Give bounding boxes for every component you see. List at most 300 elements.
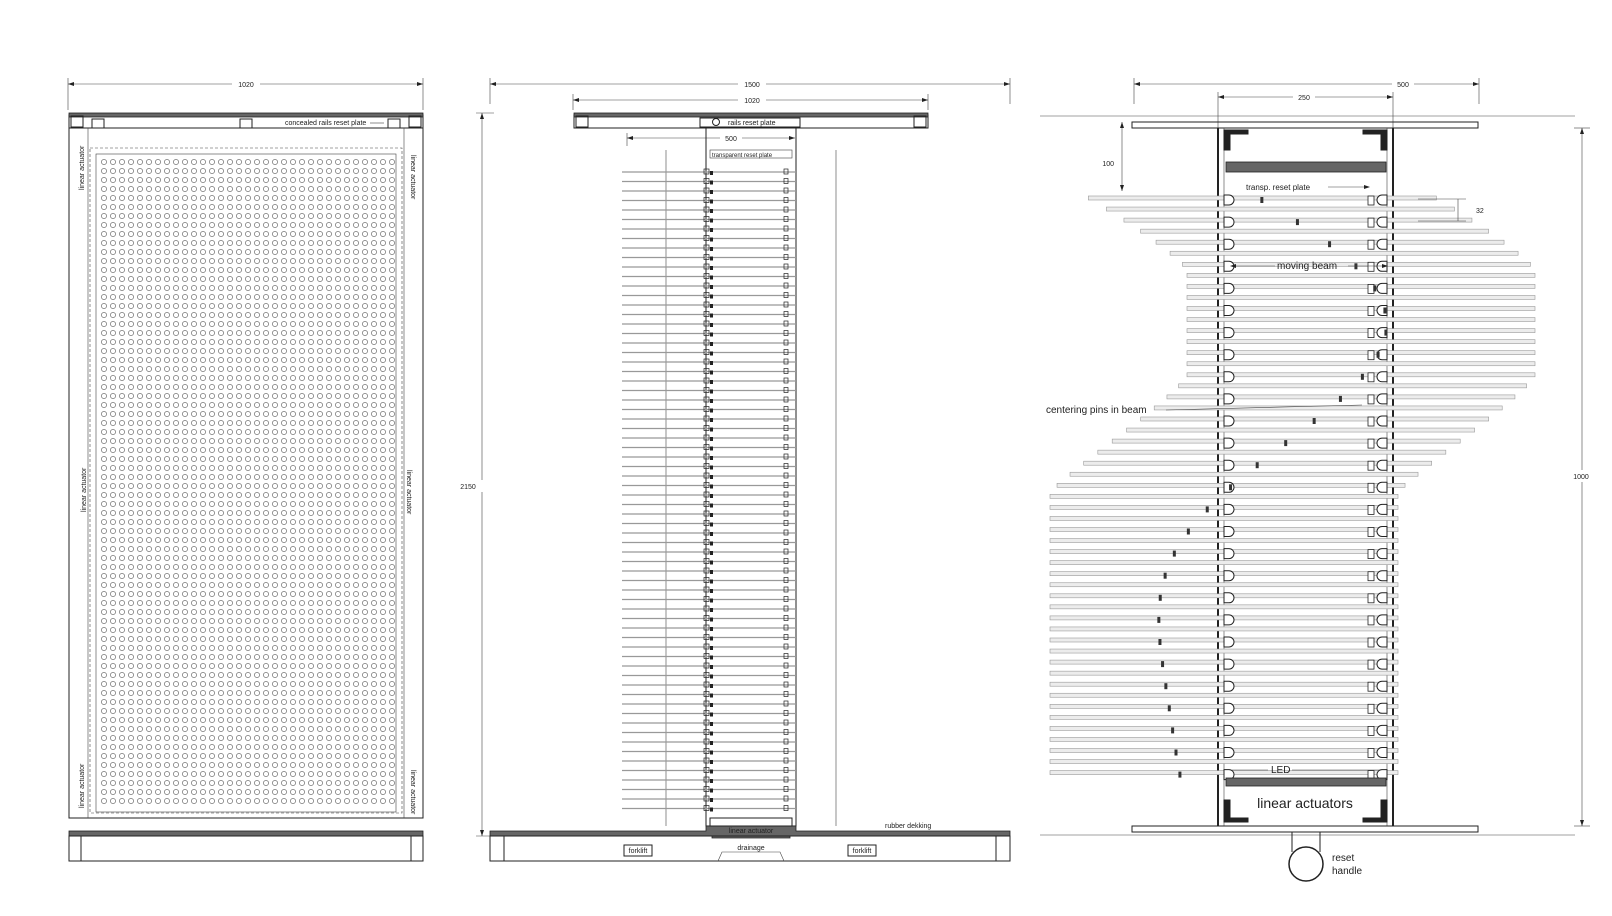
perforation-dot [236, 744, 241, 749]
perforation-dot [380, 681, 385, 686]
beam-pin-fill [710, 238, 713, 242]
perforation-dot [308, 627, 313, 632]
perforation-dot [119, 357, 124, 362]
perforation-dot [245, 258, 250, 263]
perforation-dot [101, 348, 106, 353]
perforation-dot [254, 339, 259, 344]
perforation-dot [155, 474, 160, 479]
perforation-dot [227, 384, 232, 389]
perforation-dot [128, 645, 133, 650]
perforation-dot [272, 699, 277, 704]
perforation-dot [263, 411, 268, 416]
perforation-dot [128, 348, 133, 353]
perforation-dot [290, 276, 295, 281]
perforation-dot [173, 717, 178, 722]
perforation-dot [173, 744, 178, 749]
perforation-dot [119, 231, 124, 236]
centering-pin-left [1224, 637, 1234, 647]
perforation-dot [290, 348, 295, 353]
perforation-dot [155, 303, 160, 308]
perforation-dot [128, 690, 133, 695]
pin-slot [1368, 594, 1374, 603]
perforation-dot [245, 447, 250, 452]
perforation-dot [182, 690, 187, 695]
perforation-dot [281, 717, 286, 722]
centering-pin-left [1224, 482, 1234, 492]
perforation-dot [362, 447, 367, 452]
perforation-dot [164, 798, 169, 803]
perforation-dot [290, 285, 295, 290]
perforation-dot [290, 249, 295, 254]
perforation-dot [155, 222, 160, 227]
perforation-dot [209, 690, 214, 695]
perforation-dot [389, 483, 394, 488]
perforation-dot [272, 204, 277, 209]
perforation-dot [353, 357, 358, 362]
perforation-dot [389, 555, 394, 560]
perforation-dot [254, 159, 259, 164]
perforation-dot [362, 717, 367, 722]
perforation-dot [308, 528, 313, 533]
reset-handle[interactable] [1289, 832, 1323, 881]
perforation-dot [308, 249, 313, 254]
perforation-dot [101, 429, 106, 434]
perforation-dot [128, 474, 133, 479]
perforation-dot [326, 609, 331, 614]
perforation-dot [137, 321, 142, 326]
perforation-dot [101, 339, 106, 344]
perforation-dot [137, 411, 142, 416]
centering-pin-left [1224, 593, 1234, 603]
perforation-dot [155, 231, 160, 236]
perforation-dot [137, 483, 142, 488]
perforation-dot [389, 402, 394, 407]
perforation-dot [344, 420, 349, 425]
right-dimension-height [1566, 128, 1596, 826]
perforation-dot [200, 393, 205, 398]
perforation-dot [137, 726, 142, 731]
perforation-dot [281, 384, 286, 389]
perforation-dot [326, 321, 331, 326]
perforation-dot [263, 159, 268, 164]
perforation-dot [227, 735, 232, 740]
perforation-dot [137, 519, 142, 524]
perforation-dot [317, 177, 322, 182]
perforation-dot [254, 735, 259, 740]
perforation-dot [335, 186, 340, 191]
perforation-dot [191, 303, 196, 308]
perforation-dot [344, 618, 349, 623]
perforation-dot [380, 456, 385, 461]
perforation-dot [272, 537, 277, 542]
perforation-dot [218, 564, 223, 569]
perforation-dot [137, 366, 142, 371]
perforation-dot [290, 402, 295, 407]
perforation-dot [254, 780, 259, 785]
perforation-dot [299, 483, 304, 488]
perforation-dot [191, 339, 196, 344]
perforation-dot [380, 366, 385, 371]
perforation-dot [101, 330, 106, 335]
beam-marker [1157, 617, 1160, 623]
perforation-dot [281, 204, 286, 209]
perforation-dot [389, 258, 394, 263]
perforation-dot [308, 456, 313, 461]
perforation-dot [209, 726, 214, 731]
perforation-dot [173, 474, 178, 479]
perforation-dot [227, 285, 232, 290]
perforation-dot [317, 618, 322, 623]
perforation-dot [164, 654, 169, 659]
perforation-dot [227, 330, 232, 335]
perforation-dot [182, 276, 187, 281]
perforation-dot [146, 573, 151, 578]
perforation-dot [344, 249, 349, 254]
perforation-dot [380, 717, 385, 722]
perforation-dot [254, 393, 259, 398]
perforation-dot [263, 744, 268, 749]
beam-pin-fill [710, 447, 713, 451]
perforation-dot [362, 789, 367, 794]
perforation-dot [326, 681, 331, 686]
perforation-dot [155, 573, 160, 578]
perforation-dot [263, 339, 268, 344]
perforation-dot [335, 726, 340, 731]
perforation-dot [191, 384, 196, 389]
perforation-dot [281, 528, 286, 533]
perforation-dot [173, 420, 178, 425]
perforation-dot [155, 294, 160, 299]
perforation-dot [137, 276, 142, 281]
perforation-dot [119, 708, 124, 713]
perforation-dot [326, 528, 331, 533]
perforation-dot [146, 645, 151, 650]
perforation-dot [290, 528, 295, 533]
perforation-dot [218, 303, 223, 308]
middle-base [490, 818, 1010, 861]
perforation-dot [173, 609, 178, 614]
perforation-dot [317, 537, 322, 542]
perforation-dot [164, 222, 169, 227]
perforation-dot [245, 456, 250, 461]
perforation-dot [335, 699, 340, 704]
perforation-dot [137, 159, 142, 164]
perforation-dot [299, 735, 304, 740]
perforation-dot [380, 303, 385, 308]
perforation-dot [245, 474, 250, 479]
perforation-dot [173, 177, 178, 182]
perforation-dot [227, 591, 232, 596]
perforation-dot [155, 564, 160, 569]
perforation-dot [299, 618, 304, 623]
perforation-dot [110, 303, 115, 308]
perforation-dot [119, 537, 124, 542]
perforation-dot [128, 555, 133, 560]
perforation-dot [353, 402, 358, 407]
perforation-dot [317, 636, 322, 641]
perforation-dot [218, 195, 223, 200]
perforation-dot [236, 393, 241, 398]
perforation-dot [227, 609, 232, 614]
perforation-dot [209, 564, 214, 569]
beam-pin-fill [710, 276, 713, 280]
beam-pin-fill [710, 342, 713, 346]
perforation-dot [299, 303, 304, 308]
perforation-dot [344, 636, 349, 641]
perforation-dot [110, 708, 115, 713]
perforation-dot [146, 447, 151, 452]
perforation-dot [317, 726, 322, 731]
perforation-dot [308, 645, 313, 650]
beam-pin-fill [710, 314, 713, 318]
perforation-dot [155, 654, 160, 659]
perforation-dot [290, 780, 295, 785]
moving-beam [1106, 207, 1454, 211]
perforation-dot [290, 204, 295, 209]
perforation-dot [326, 555, 331, 560]
perforation-dot [299, 195, 304, 200]
perforation-dot [254, 627, 259, 632]
middle-forklift-left-label: forklift [628, 848, 648, 855]
perforation-dot [326, 168, 331, 173]
perforation-dot [371, 564, 376, 569]
perforation-dot [227, 195, 232, 200]
perforation-dot [254, 708, 259, 713]
perforation-dot [101, 663, 106, 668]
perforation-dot [137, 690, 142, 695]
perforation-dot [218, 663, 223, 668]
perforation-dot [218, 510, 223, 515]
perforation-dot [101, 672, 106, 677]
perforation-dot [128, 186, 133, 191]
perforation-dot [263, 528, 268, 533]
perforation-dot [317, 645, 322, 650]
perforation-dot [218, 627, 223, 632]
perforation-dot [200, 789, 205, 794]
perforation-dot [308, 258, 313, 263]
perforation-dot [326, 690, 331, 695]
perforation-dot [236, 285, 241, 290]
perforation-dot [389, 510, 394, 515]
perforation-dot [236, 357, 241, 362]
perforation-dot [380, 240, 385, 245]
perforation-dot [362, 474, 367, 479]
perforation-dot [281, 681, 286, 686]
perforation-dot [182, 366, 187, 371]
perforation-dot [191, 429, 196, 434]
perforation-dot [209, 546, 214, 551]
perforation-dot [380, 483, 385, 488]
perforation-dot [389, 411, 394, 416]
beam-pin-fill [710, 656, 713, 660]
perforation-dot [173, 798, 178, 803]
perforation-dot [209, 789, 214, 794]
perforation-dot [218, 762, 223, 767]
perforation-dot [371, 402, 376, 407]
perforation-dot [245, 735, 250, 740]
perforation-dot [290, 672, 295, 677]
perforation-dot [119, 438, 124, 443]
perforation-dot [227, 411, 232, 416]
perforation-dot [371, 195, 376, 200]
perforation-dot [389, 645, 394, 650]
perforation-dot [344, 726, 349, 731]
perforation-dot [335, 249, 340, 254]
perforation-dot [128, 546, 133, 551]
perforation-dot [110, 456, 115, 461]
perforation-dot [272, 717, 277, 722]
perforation-dot [362, 258, 367, 263]
perforation-dot [146, 222, 151, 227]
perforation-dot [137, 339, 142, 344]
perforation-dot [227, 663, 232, 668]
perforation-dot [164, 618, 169, 623]
perforation-dot [101, 600, 106, 605]
perforation-dot [110, 717, 115, 722]
centering-pin-right [1377, 504, 1387, 514]
perforation-dot [209, 384, 214, 389]
perforation-dot [128, 321, 133, 326]
perforation-dot [263, 609, 268, 614]
perforation-dot [182, 267, 187, 272]
perforation-dot [389, 735, 394, 740]
perforation-dot [137, 492, 142, 497]
perforation-dot [236, 330, 241, 335]
perforation-dot [380, 708, 385, 713]
perforation-dot [290, 195, 295, 200]
perforation-dot [119, 213, 124, 218]
perforation-dot [326, 267, 331, 272]
perforation-dot [119, 456, 124, 461]
perforation-dot [263, 447, 268, 452]
perforation-dot [236, 321, 241, 326]
perforation-dot [128, 420, 133, 425]
centering-pin-right [1377, 748, 1387, 758]
perforation-dot [344, 681, 349, 686]
perforation-dot [110, 699, 115, 704]
perforation-dot [272, 420, 277, 425]
pin-slot [1368, 307, 1374, 316]
perforation-dot [362, 663, 367, 668]
perforation-dot [128, 204, 133, 209]
perforation-dot [146, 330, 151, 335]
perforation-dot [155, 240, 160, 245]
perforation-dot [308, 672, 313, 677]
perforation-dot [128, 654, 133, 659]
perforation-dot [236, 483, 241, 488]
perforation-dot [263, 717, 268, 722]
perforation-dot [227, 519, 232, 524]
perforation-dot [272, 222, 277, 227]
perforation-dot [209, 510, 214, 515]
perforation-dot [371, 510, 376, 515]
perforation-dot [389, 501, 394, 506]
moving-beam [1050, 737, 1398, 741]
perforation-dot [326, 438, 331, 443]
perforation-dot [326, 636, 331, 641]
perforation-dot [335, 384, 340, 389]
perforation-dot [119, 393, 124, 398]
perforation-dot [281, 474, 286, 479]
perforation-dot [200, 609, 205, 614]
perforation-dot [362, 627, 367, 632]
perforation-dot [173, 339, 178, 344]
perforation-dot [371, 609, 376, 614]
perforation-dot [281, 366, 286, 371]
perforation-dot [227, 726, 232, 731]
perforation-dot [299, 330, 304, 335]
perforation-dot [119, 618, 124, 623]
moving-beam [1187, 318, 1535, 322]
middle-dimension-inner [573, 94, 928, 110]
perforation-dot [155, 663, 160, 668]
perforation-dot [326, 564, 331, 569]
perforation-dot [362, 411, 367, 416]
perforation-dot [344, 672, 349, 677]
perforation-dot [344, 789, 349, 794]
perforation-dot [317, 771, 322, 776]
perforation-dot [389, 546, 394, 551]
perforation-dot [236, 528, 241, 533]
perforation-dot [353, 249, 358, 254]
perforation-dot [128, 276, 133, 281]
beam-pin-fill [710, 266, 713, 270]
perforation-dot [308, 312, 313, 317]
perforation-dot [380, 474, 385, 479]
beam-pin-fill [710, 608, 713, 612]
perforation-dot [263, 753, 268, 758]
perforation-dot [272, 195, 277, 200]
perforation-dot [344, 357, 349, 362]
perforation-dot [344, 456, 349, 461]
perforation-dot [119, 582, 124, 587]
perforation-dot [299, 564, 304, 569]
perforation-dot [173, 195, 178, 200]
perforation-dot [389, 753, 394, 758]
perforation-dot [227, 375, 232, 380]
perforation-dot [155, 276, 160, 281]
perforation-dot [344, 582, 349, 587]
middle-dimension-height [460, 113, 494, 836]
middle-dim-total-label: 1500 [744, 82, 760, 89]
perforation-dot [281, 375, 286, 380]
perforation-dot [389, 573, 394, 578]
perforation-dot [281, 735, 286, 740]
perforation-dot [110, 519, 115, 524]
perforation-dot [236, 240, 241, 245]
perforation-dot [173, 186, 178, 191]
beam-pin-fill [710, 285, 713, 289]
perforation-dot [209, 375, 214, 380]
perforation-dot [380, 636, 385, 641]
perforation-dot [371, 303, 376, 308]
perforation-dot [146, 294, 151, 299]
perforation-dot [128, 168, 133, 173]
perforation-dot [101, 681, 106, 686]
centering-pin-right [1377, 549, 1387, 559]
moving-beam [1050, 605, 1398, 609]
perforation-dot [335, 177, 340, 182]
perforation-dot [182, 519, 187, 524]
perforation-dot [308, 492, 313, 497]
perforation-dot [227, 186, 232, 191]
perforation-dot [119, 681, 124, 686]
perforation-dot [146, 789, 151, 794]
perforation-dot [155, 735, 160, 740]
pin-slot [1368, 483, 1374, 492]
perforation-dot [209, 429, 214, 434]
perforation-dot [182, 717, 187, 722]
